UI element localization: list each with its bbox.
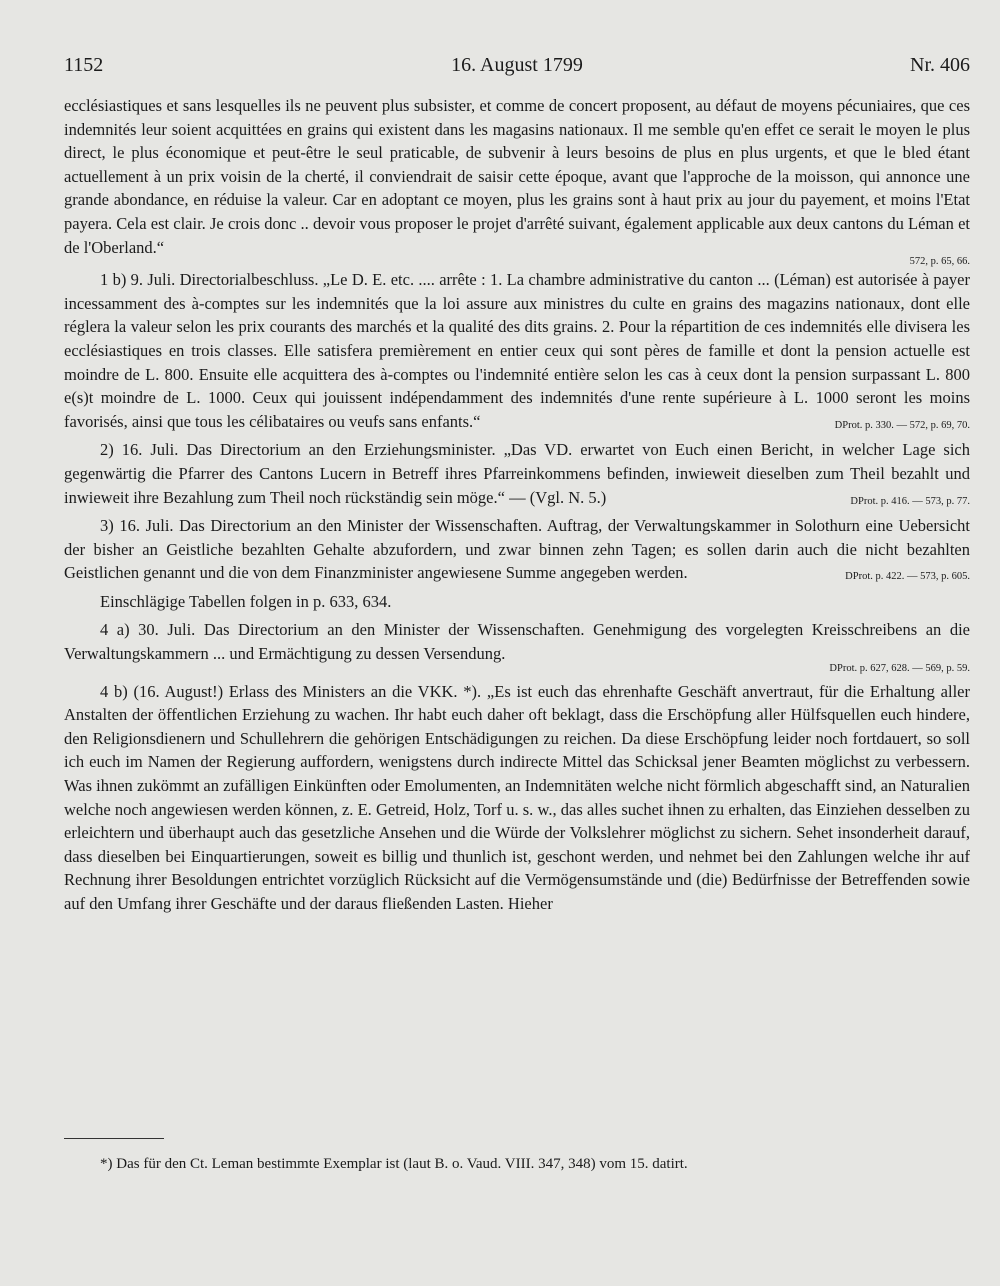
footnote-rule bbox=[64, 1138, 164, 1139]
paragraph-text: Einschlägige Tabellen folgen in p. 633, 634. bbox=[100, 591, 392, 611]
paragraph-text: ecclésiastiques et sans lesquelles ils ne peuvent plus subsister, et comme de concert proposent, au défaut de moyens pécuniaires, que ces indemnités leur soient acquittées en grains qui existent dans les magasins nationaux. Il me semble qu'en effet ce serait le moyen le plus direct, le plus économique et peut-être le seul praticable, de subvenir à leurs besoins de plus en plus urgents, et que le bled étant actuellement à un prix voisin de la cherté, il conviendrait de saisir cette époque, avant que l'approche de la moisson, qui annonce une grande abondance, en réduise la valeur. Car en adoptant ce moyen, plus les grains sont à haut prix au jour du payement, et moins l'Etat payera. Cela est clair. Je crois donc .. devoir vous proposer le projet d'arrêté suivant, également applicable aux deux cantons du Léman et de l'Oberland.“ bbox=[64, 96, 970, 257]
footnote: *) Das für den Ct. Leman bestimmte Exemplar ist (laut B. o. Vaud. VIII. 347, 348) vom 15. datirt. bbox=[100, 1156, 688, 1172]
paragraph-text: 1 b) 9. Juli. Directorialbeschluss. „Le D. E. etc. .... arrête : 1. La chambre administrative du canton ... (Léman) est autorisée à payer incessamment des à-comptes sur les indemnités que la loi assure aux ministres du culte en grains des magazins nationaux, dont elle réglera la valeur selon les prix courants des marchés et la qualité des dits grains. 2. Pour la répartition de ces indemnités elle divisera les ecclésiastiques en trois classes. Elle satisfera premièrement en entier ceux qui sont pères de famille et dont la pension actuelle est moindre de L. 800. Ensuite elle acquittera des à-comptes ou l'indemnité entière selon les cas à ceux dont la pension surpassant L. 800 e(s)t moindre de L. 1000. Ceux qui jouissent indépendamment des indemnités d'une rente supérieure à L. 1000 seront les moins favorisés, ainsi que tous les célibataires ou veufs sans enfants.“ bbox=[64, 270, 970, 431]
paragraph-continuation bbox=[64, 94, 970, 268]
source-citation: DProt. p. 416. — 573, p. 77. bbox=[850, 495, 970, 507]
paragraph-2 bbox=[64, 438, 970, 509]
header-date: 16. August 1799 bbox=[451, 54, 583, 76]
source-citation: 572, p. 65, 66. bbox=[909, 256, 970, 268]
paragraph-4b bbox=[64, 680, 970, 916]
paragraph-text: 2) 16. Juli. Das Directorium an den Erziehungsminister. „Das VD. erwartet von Euch einen Bericht, in welcher Lage sich gegenwärtig die Pfarrer des Cantons Lucern in Betreff ihres Pfarreinkommens befinden, inwieweit dieselben zum Theil bezahlt und inwieweit ihre Bezahlung zum Theil noch rückständig sein möge.“ — (Vgl. N. 5.) bbox=[64, 440, 970, 507]
paragraph-text: 4 b) (16. August!) Erlass des Ministers an die VKK. *). „Es ist euch das ehrenhafte Geschäft anvertraut, für die Erhaltung aller Anstalten der öffentlichen Erziehung zu wachen. Ihr habt euch daher oft beklagt, dass die Erschöpfung aller Hülfsquellen euch hindere, den Religionsdienern und Schullehrern die gehörigen Entschädigungen zu reichen. Da diese Erschöpfung leider noch fortdauert, so soll ich euch im Namen der Regierung auffordern, wenigstens durch indirecte Mittel das Schicksal jener Beamten möglichst zu verbessern. Was ihnen zukömmt an zufälligen Einkünften oder Emolumenten, an Indemnitäten welche nicht förmlich abgeschafft sind, an Naturalien welche noch angewiesen werden können, z. E. Getreid, Holz, Torf u. s. w., das alles suchet ihnen zu erhalten, das Einziehen desselben zu erleichtern und überhaupt auch das gesetzliche Ansehen und die Würde der Volkslehrer möglichst zu sichern. Sehet insonderheit darauf, dass dieselben bei Einquartierungen, soweit es billig und thunlich ist, geschont werden, und nehmet bei den Zahlungen welche ihr auf Rechnung ihrer Besoldungen entrichtet vorzüglich Rücksicht auf die Vermögensumstände und (die) Bedürfnisse der Betreffenden sowie auf den Umfang ihrer Geschäfte und der daraus fließenden Lasten. Hieher bbox=[64, 681, 970, 913]
paragraph-tables-note bbox=[64, 590, 970, 614]
paragraph-1b bbox=[64, 268, 970, 433]
paragraph-4a bbox=[64, 618, 970, 674]
source-citation: DProt. p. 422. — 573, p. 605. bbox=[845, 571, 970, 583]
page-number: 1152 bbox=[64, 54, 104, 76]
document-number: Nr. 406 bbox=[910, 54, 970, 76]
paragraph-text: 3) 16. Juli. Das Directorium an den Minister der Wissenschaften. Auftrag, der Verwaltungskammer in Solothurn eine Uebersicht der bisher an Geistliche bezahlten Gehalte abzufordern, und zwar binnen zehn Tagen; es sollen darin auch die nicht bezahlten Geistlichen genannt und die von dem Finanzminister angewiesene Summe angegeben werden. bbox=[64, 516, 970, 583]
source-citation: DProt. p. 627, 628. — 569, p. 59. bbox=[829, 662, 970, 674]
page-body bbox=[64, 94, 970, 916]
source-citation: DProt. p. 330. — 572, p. 69, 70. bbox=[834, 419, 970, 431]
paragraph-text: 4 a) 30. Juli. Das Directorium an den Minister der Wissenschaften. Genehmigung des vorgelegten Kreisschreibens an die Verwaltungskammern ... und Ermächtigung zu dessen Versendung. bbox=[64, 620, 970, 664]
running-header bbox=[64, 54, 970, 84]
paragraph-3 bbox=[64, 514, 970, 585]
